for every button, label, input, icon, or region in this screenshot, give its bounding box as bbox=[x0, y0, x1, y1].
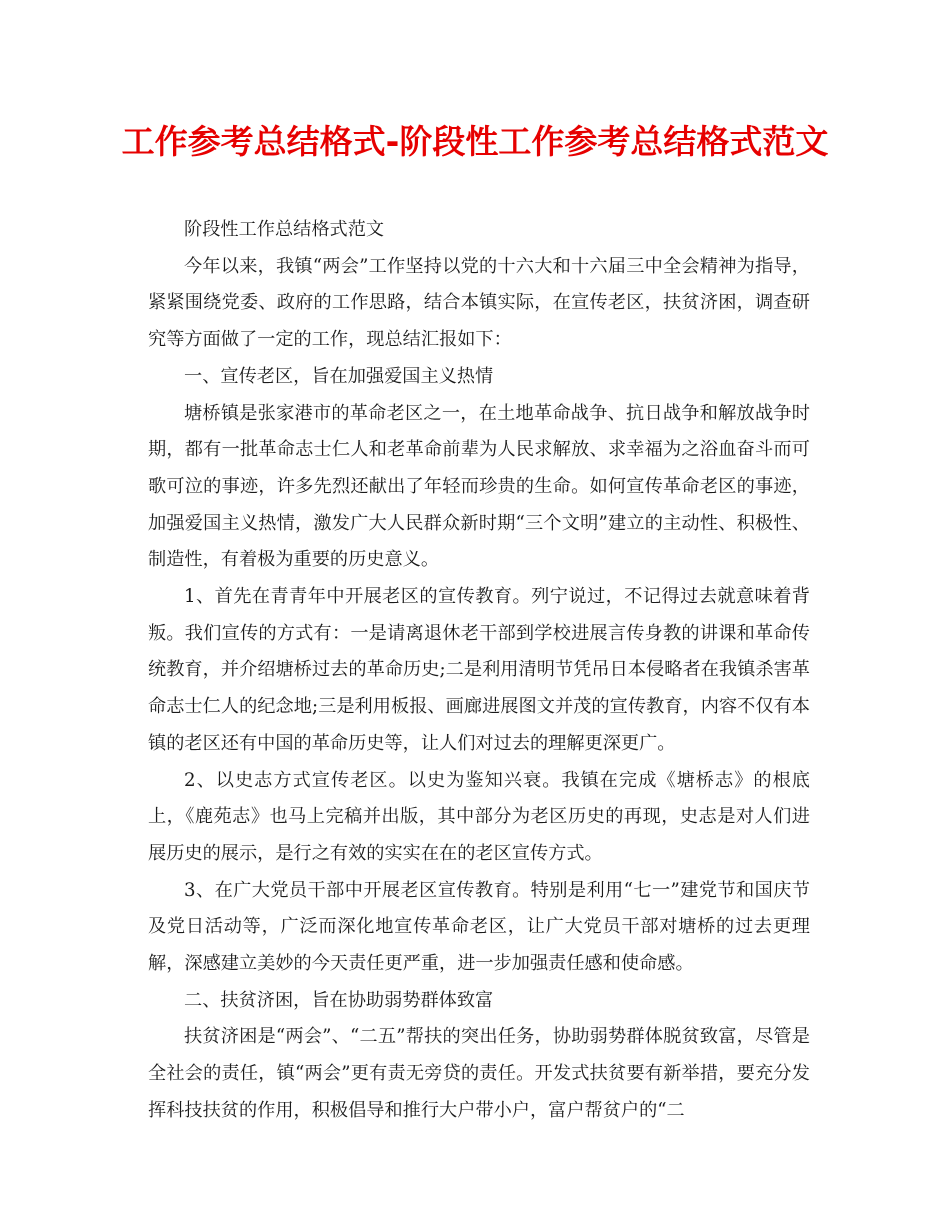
paragraph-item-3: 3、在广大党员干部中开展老区宣传教育。特别是利用“七一”建党节和国庆节及党日活动等，广泛而深化地宣传革命老区，让广大党员干部对塘桥的过去更理解，深感建立美妙的今天责任更严重，进一步加强责任感和使命感。 bbox=[148, 879, 810, 975]
paragraph-item-1: 1、首先在青青年中开展老区的宣传教育。列宁说过，不记得过去就意味着背叛。我们宣传的方式有：一是请离退休老干部到学校进展言传身教的讲课和革命传统教育，并介绍塘桥过去的革命历史;二是利用清明节凭吊日本侵略者在我镇杀害革命志士仁人的纪念地;三是利用板报、画廊进展图文并茂的宣传教育，内容不仅有本镇的老区还有中国的革命历史等，让人们对过去的理解更深更广。 bbox=[148, 586, 810, 754]
paragraph: 扶贫济困是“两会”、“二五”帮扶的突出任务，协助弱势群体脱贫致富，尽管是全社会的责任，镇“两会”更有责无旁贷的责任。开发式扶贫要有新举措，要充分发挥科技扶贫的作用，积极倡导和推行大户带小户，富户帮贫户的“二 bbox=[148, 1026, 810, 1121]
document-body bbox=[148, 212, 810, 1130]
paragraph-subtitle: 阶段性工作总结格式范文 bbox=[184, 219, 385, 240]
section-heading-2: 二、扶贫济困，旨在协助弱势群体致富 bbox=[184, 989, 494, 1011]
section-heading-1: 一、宣传老区，旨在加强爱国主义热情 bbox=[184, 365, 494, 387]
paragraph-intro: 今年以来，我镇“两会”工作坚持以党的十六大和十六届三中全会精神为指导，紧紧围绕党委、政府的工作思路，结合本镇实际，在宣传老区，扶贫济困，调查研究等方面做了一定的工作，现总结汇报如下： bbox=[148, 255, 810, 351]
document-title: 工作参考总结格式-阶段性工作参考总结格式范文 bbox=[121, 122, 829, 161]
paragraph-item-2: 2、以史志方式宣传老区。以史为鉴知兴衰。我镇在完成《塘桥志》的根底上，《鹿苑志》也马上完稿并出版，其中部分为老区历史的再现，史志是对人们进展历史的展示，是行之有效的实实在在的老区宣传方式。 bbox=[148, 769, 810, 864]
paragraph: 塘桥镇是张家港市的革命老区之一，在土地革命战争、抗日战争和解放战争时期，都有一批革命志士仁人和老革命前辈为人民求解放、求幸福为之浴血奋斗而可歌可泣的事迹，许多先烈还献出了年轻而珍贵的生命。如何宣传革命老区的事迹，加强爱国主义热情，激发广大人民群众新时期“三个文明”建立的主动性、积极性、制造性，有着极为重要的历史意义。 bbox=[148, 402, 810, 571]
